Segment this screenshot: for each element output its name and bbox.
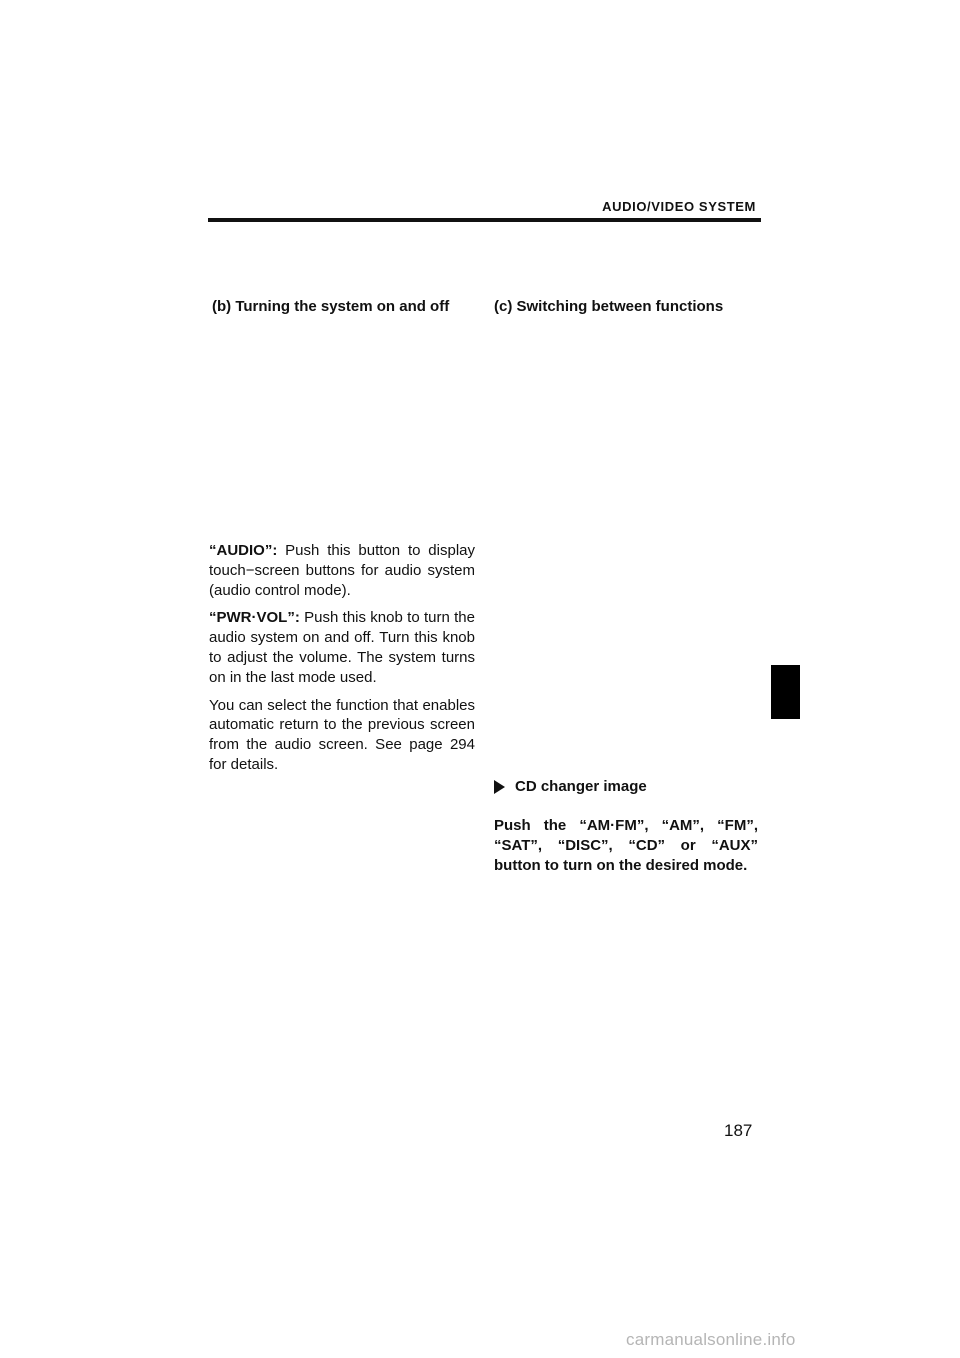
audio-description: Push this button to display touch−screen buttons for audio system (audio control mode). <box>209 542 475 599</box>
section-heading-turning-on-off: (b) Turning the system on and off <box>212 298 450 315</box>
pwr-vol-paragraph <box>209 608 475 687</box>
section-heading-switching-functions: (c) Switching between functions <box>494 298 724 315</box>
cd-changer-caption-text: CD changer image <box>515 778 647 795</box>
page-number: 187 <box>724 1121 753 1140</box>
left-column-body <box>209 541 475 783</box>
triangle-bullet-icon <box>494 780 505 794</box>
cd-changer-caption <box>494 778 647 795</box>
running-header: AUDIO/VIDEO SYSTEM <box>602 199 756 214</box>
site-watermark: carmanualsonline.info <box>626 1330 796 1349</box>
audio-button-paragraph <box>209 541 475 600</box>
switching-instructions: Push the “AM·FM”, “AM”, “FM”, “SAT”, “DISC”, “CD” or “AUX” button to turn on the desired mode. <box>494 817 758 874</box>
chapter-thumb-tab <box>771 665 800 719</box>
pwr-vol-description: Push this knob to turn the audio system on and off. Turn this knob to adjust the volume. The system turns on in the last mode used. <box>209 609 475 686</box>
header-rule <box>208 218 761 222</box>
pwr-vol-label: “PWR·VOL”: <box>209 609 300 627</box>
auto-return-paragraph: You can select the function that enables automatic return to the previous screen from the audio screen. See page 294 for details. <box>209 696 475 773</box>
audio-label: “AUDIO”: <box>209 542 278 559</box>
